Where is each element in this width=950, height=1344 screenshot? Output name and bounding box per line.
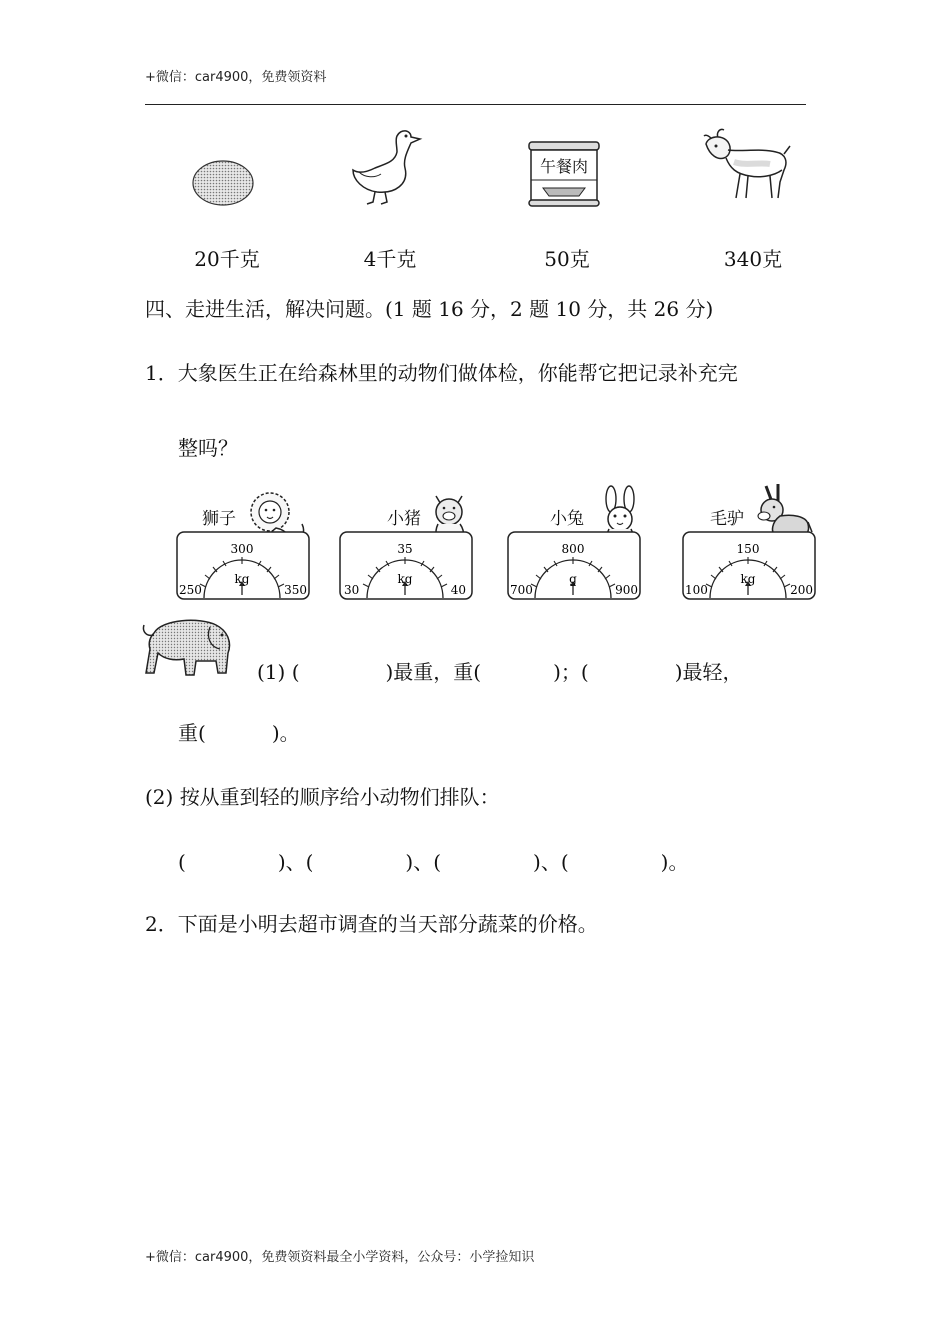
q1-sub2-title: (2) 按从重到轻的顺序给小动物们排队：	[145, 785, 500, 809]
weight-label-goose: 4千克	[363, 247, 417, 271]
scale-rabbit-title: 小兔	[550, 509, 584, 529]
scale-donkey-title: 毛驴	[710, 509, 744, 529]
egg-icon	[185, 155, 265, 210]
q1-sub2-sep3: )、(	[533, 850, 569, 874]
q2-text: 2．下面是小明去超市调查的当天部分蔬菜的价格。	[145, 912, 598, 936]
q1-sub1-part3: )；(	[553, 660, 589, 684]
q1-text-line2: 整吗？	[178, 436, 238, 460]
section-four-title: 四、走进生活，解决问题。(1 题 16 分，2 题 10 分，共 26 分)	[145, 297, 714, 321]
scale-rabbit-top: 800	[561, 542, 585, 556]
page-header: +微信：car4900，免费领资料	[145, 70, 327, 85]
scale-pig-unit: kg	[397, 572, 413, 586]
scale-pig-title: 小猪	[387, 509, 421, 529]
scale-pig-left: 30	[344, 583, 360, 597]
q1-sub2-open: (	[178, 850, 186, 874]
weight-label-goat: 340克	[723, 247, 783, 271]
q1-sub1-line1	[257, 658, 743, 686]
goat-icon	[700, 122, 792, 204]
scale-donkey-right: 200	[790, 583, 813, 597]
q1-sub1-part4: )最轻，	[674, 660, 743, 684]
luncheon-meat-can-icon	[527, 140, 603, 208]
scale-pig-dial	[339, 531, 473, 601]
q1-sub1-part5: 重(	[178, 721, 206, 745]
q1-sub1-line2	[178, 719, 300, 747]
elephant-icon	[140, 613, 238, 679]
scale-donkey-top: 150	[736, 542, 760, 556]
q1-sub2-close: )。	[660, 850, 689, 874]
scale-rabbit-right: 900	[615, 583, 638, 597]
scale-donkey-unit: kg	[740, 572, 756, 586]
scale-donkey-left: 100	[685, 583, 708, 597]
goose-icon	[345, 122, 425, 207]
scale-lion-dial	[176, 531, 310, 601]
q1-sub2-sep1: )、(	[277, 850, 314, 874]
q1-sub2-order-line	[178, 848, 688, 876]
header-divider	[145, 104, 806, 105]
scale-lion-left: 250	[179, 583, 202, 597]
scale-lion-title: 狮子	[202, 509, 236, 529]
scale-rabbit-left: 700	[510, 583, 533, 597]
scale-lion-right: 350	[284, 583, 307, 597]
scale-donkey-dial	[682, 531, 816, 601]
page-footer: +微信：car4900，免费领资料最全小学资料，公众号：小学捡知识	[145, 1250, 535, 1265]
scale-lion-top: 300	[230, 542, 254, 556]
scale-pig-right: 40	[450, 583, 466, 597]
weight-label-egg: 20千克	[194, 247, 260, 271]
scale-lion-unit: kg	[234, 572, 250, 586]
q1-sub1-part2: )最重，重(	[385, 660, 482, 684]
q1-text-line1: 1．大象医生正在给森林里的动物们做体检，你能帮它把记录补充完	[145, 361, 738, 385]
can-label: 午餐肉	[539, 157, 589, 176]
q1-sub1-part1: (1) (	[257, 660, 300, 684]
q1-sub1-part6: )。	[271, 721, 300, 745]
weight-label-can: 50克	[544, 247, 590, 271]
scale-rabbit-dial	[507, 531, 641, 601]
scale-pig-top: 35	[397, 542, 413, 556]
scale-rabbit-unit: g	[569, 572, 577, 586]
q1-sub2-sep2: )、(	[405, 850, 442, 874]
